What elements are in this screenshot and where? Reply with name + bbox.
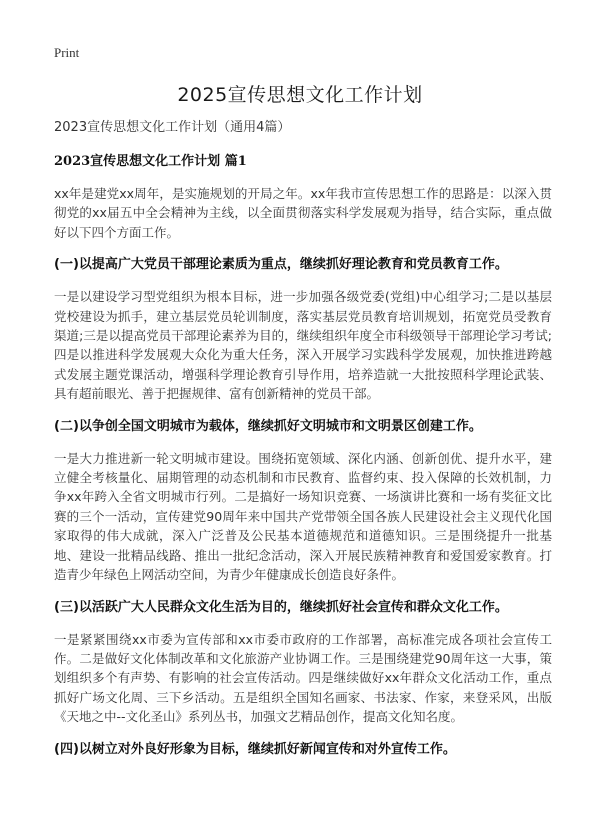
section-body-2: 一是大力推进新一轮文明城市建设。围绕拓宽领域、深化内涵、创新创优、提升水平，建立健全考核量化、届期管理的动态机制和市民教育、监督约束、投入保障的长效机制，力争xx年跨入全省文明城市行列。二是搞好一场知识竞赛、一场演讲比赛和一场有奖征文比赛的三个一活动，宣传建党90周年来中国共产党带领全国各族人民建设社会主义现代化国家取得的伟大成就，深入广泛普及公民基本道德规范和道德知识。三是围绕提升一批基地、建设一批精品线路、推出一批纪念活动，深入开展民族精神教育和爱国爱家教育。打造青少年绿色上网活动空间，为青少年健康成长创造良好条件。 (54, 450, 552, 583)
print-label[interactable]: Print (54, 45, 80, 60)
document-subtitle: 2023宣传思想文化工作计划（通用4篇） (54, 120, 291, 135)
section-body-3: 一是紧紧围绕xx市委为宣传部和xx市委市政府的工作部署，高标准完成各项社会宣传工作。二是做好文化体制改革和文化旅游产业协调工作。三是围绕建党90周年这一大事，策划组织多个有声势、有影响的社会宣传活动。四是继续做好xx年群众文化活动工作，重点抓好广场文化周、三下乡活动。五是组织全国知名画家、书法家、作家，来登采风，出版《天地之中--文化圣山》系列丛书，加强文艺精品创作，提高文化知名度。 (54, 631, 552, 725)
intro-paragraph: xx年是建党xx周年，是实施规划的开局之年。xx年我市宣传思想工作的思路是：以深入贯彻党的xx届五中全会精神为主线，以全面贯彻落实科学发展观为指导，结合实际，重点做好以下四个方面工作。 (54, 186, 552, 240)
section-heading-1: (一)以提高广大党员干部理论素质为重点，继续抓好理论教育和党员教育工作。 (54, 257, 508, 273)
chapter-heading: 2023宣传思想文化工作计划 篇1 (54, 154, 247, 169)
section-heading-4: (四)以树立对外良好形象为目标，继续抓好新闻宣传和对外宣传工作。 (54, 741, 456, 757)
section-body-1: 一是以建设学习型党组织为根本目标，进一步加强各级党委(党组)中心组学习;二是以基层党校建设为抓手，建立基层党员轮训制度，落实基层党员教育培训规划，拓宽党员受教育渠道;三是以提高党员干部理论素养为目的，继续组织年度全市科级领导干部理论学习考试;四是以推进科学发展观大众化为重大任务，深入开展学习实践科学发展观，加快推进跨越式发展主题党课活动，增强科学理论教育引导作用，培养造就一大批按照科学理论武装、具有超前眼光、善于把握规律、富有创新精神的党员干部。 (54, 289, 552, 402)
document-title: 2025宣传思想文化工作计划 (177, 84, 423, 106)
document-content (54, 118, 552, 772)
section-heading-3: (三)以活跃广大人民群众文化生活为目的，继续抓好社会宣传和群众文化工作。 (54, 599, 508, 615)
section-heading-2: (二)以争创全国文明城市为载体，继续抓好文明城市和文明景区创建工作。 (54, 418, 482, 434)
